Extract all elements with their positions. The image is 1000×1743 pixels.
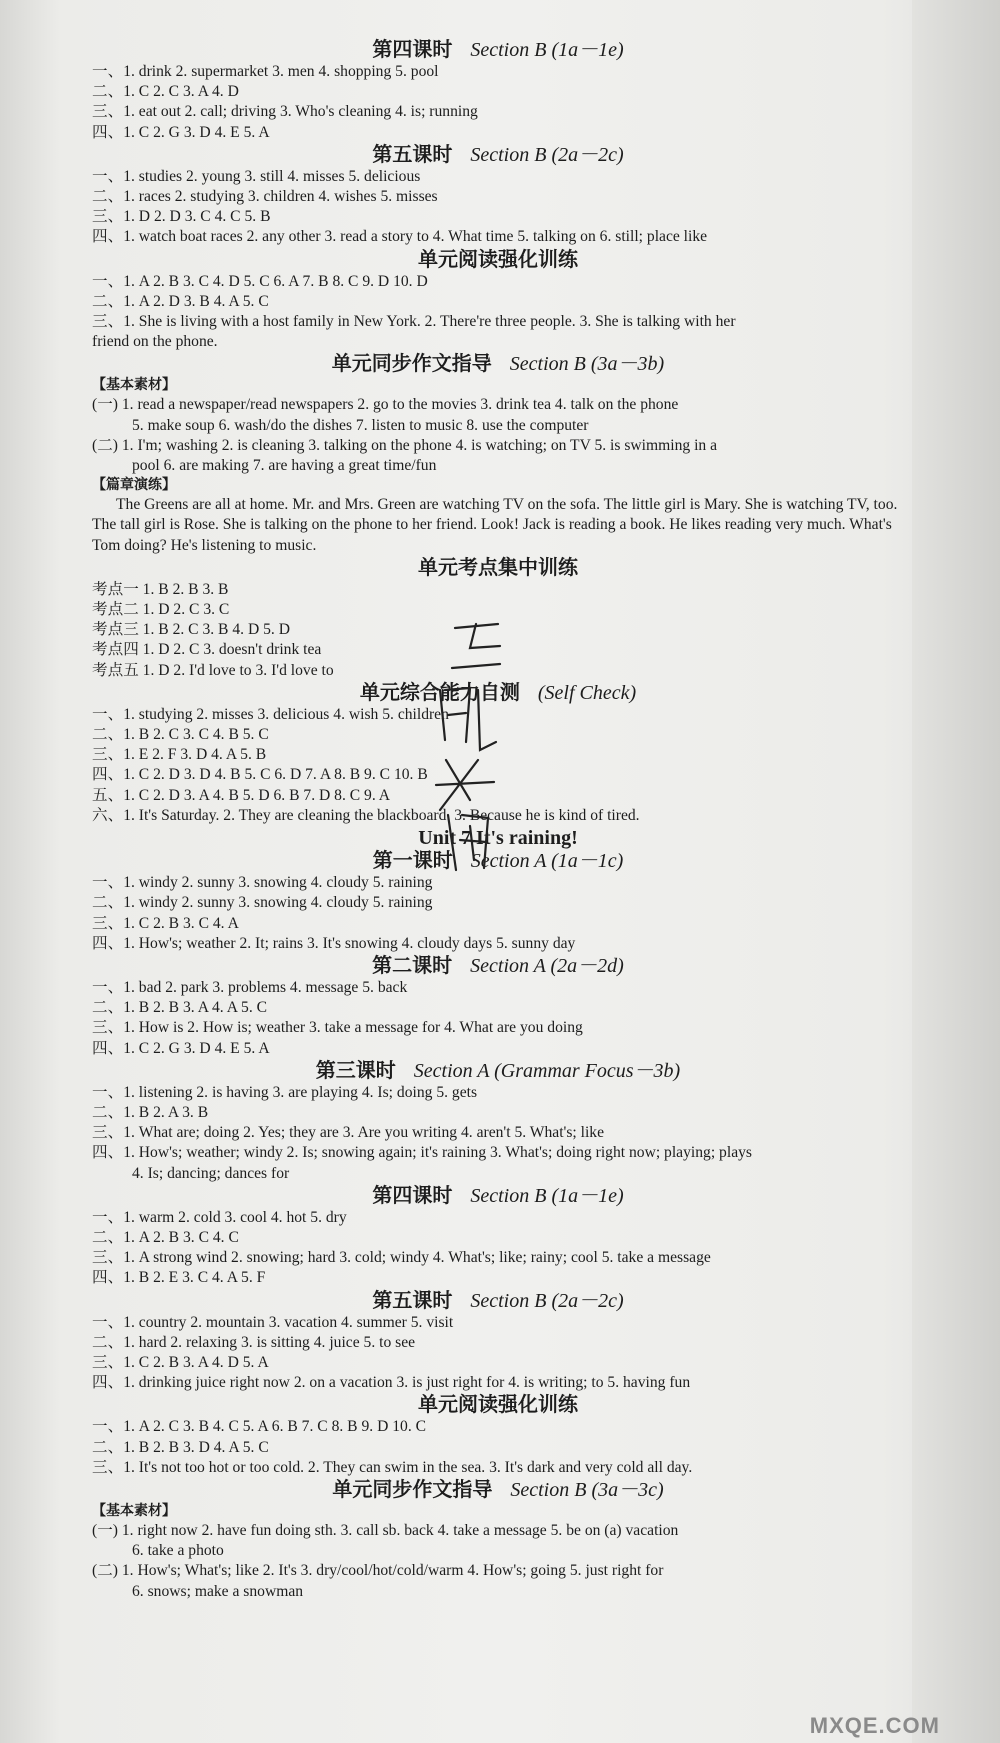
answer-line: 五、1. C 2. D 3. A 4. B 5. D 6. B 7. D 8. C 9. A (92, 786, 391, 804)
answer-line: 四、1. C 2. G 3. D 4. E 5. A (92, 1039, 270, 1057)
answer-line: 六、1. It's Saturday. 2. They are cleaning the blackboard. 3. Because he is kind of tired. (92, 806, 640, 824)
answer-line: 三、1. D 2. D 3. C 4. C 5. B (92, 208, 271, 226)
answer-line: 6. snows; make a snowman (132, 1582, 304, 1600)
material-tag: 【基本素材】 (92, 1503, 176, 1519)
answer-line: 四、1. How's; weather; windy 2. Is; snowing again; it's raining 3. What's; doing right now; playing; plays (92, 1144, 752, 1162)
answer-line: friend on the phone. (92, 333, 218, 351)
heading-subtitle: Section B (2a－2c) (470, 143, 624, 166)
answer-paragraph: The Greens are all at home. Mr. and Mrs. Green are watching TV on the sofa. The little girl is Mary. She is watching TV, too. The tall girl is Rose. She is talking on the phone to her friend. Look! Jack is reading a book. He likes reading very much. What's Tom doing? He's listening to music. (92, 496, 898, 554)
heading-title: 第一课时 (372, 850, 453, 873)
answer-line: 二、1. B 2. B 3. A 4. A 5. C (92, 999, 268, 1017)
heading-title: 第三课时 (315, 1059, 396, 1082)
heading-subtitle: (Self Check) (537, 681, 637, 704)
answer-line: 四、1. How's; weather 2. It; rains 3. It's snowing 4. cloudy days 5. sunny day (92, 934, 576, 952)
answer-line: (二) 1. How's; What's; like 2. It's 3. dry/cool/hot/cold/warm 4. How's; going 5. just right for (92, 1562, 664, 1580)
answer-line: 二、1. C 2. C 3. A 4. D (92, 83, 239, 101)
answer-line: 一、1. country 2. mountain 3. vacation 4. summer 5. visit (92, 1313, 454, 1331)
heading-subtitle: Section A (1a－1c) (470, 850, 624, 873)
answer-line: 一、1. studies 2. young 3. still 4. misses 5. delicious (92, 167, 421, 185)
heading-title: 第四课时 (372, 39, 453, 61)
answer-line: 考点五 1. D 2. I'd love to 3. I'd love to (92, 661, 334, 679)
answer-line: (一) 1. read a newspaper/read newspapers 2. go to the movies 3. drink tea 4. talk on the phone (92, 396, 679, 414)
answer-line: 三、1. It's not too hot or too cold. 2. They can swim in the sea. 3. It's dark and very cold all day. (92, 1458, 693, 1476)
answer-line: 四、1. C 2. G 3. D 4. E 5. A (92, 123, 270, 141)
answer-line: 四、1. B 2. E 3. C 4. A 5. F (92, 1269, 266, 1287)
heading-subtitle: Section A (2a－2d) (470, 954, 624, 977)
answer-line: 三、1. A strong wind 2. snowing; hard 3. cold; windy 4. What's; like; rainy; cool 5. take a message (92, 1249, 711, 1267)
answer-line: 三、1. C 2. B 3. C 4. A (92, 914, 239, 932)
heading-title: 第四课时 (372, 1184, 453, 1207)
heading-title: 单元综合能力自测 (359, 681, 520, 704)
answer-line: 四、1. C 2. D 3. D 4. B 5. C 6. D 7. A 8. B 9. C 10. B (92, 766, 428, 784)
answer-line: 四、1. drinking juice right now 2. on a vacation 3. is just right for 4. is writing; to 5. having fun (92, 1374, 691, 1392)
answer-line: 一、1. warm 2. cold 3. cool 4. hot 5. dry (92, 1208, 347, 1226)
answer-line: 二、1. windy 2. sunny 3. snowing 4. cloudy 5. raining (92, 894, 433, 912)
answer-line: 一、1. windy 2. sunny 3. snowing 4. cloudy 5. raining (92, 874, 433, 892)
heading-title: 单元同步作文指导 (331, 353, 492, 376)
answer-line: 一、1. A 2. C 3. B 4. C 5. A 6. B 7. C 8. B 9. D 10. C (92, 1418, 427, 1436)
answer-line: 二、1. B 2. A 3. B (92, 1103, 209, 1121)
heading-title: 第五课时 (372, 143, 453, 166)
heading-title: Unit 7 It's raining! (418, 827, 578, 850)
watermark: MXQE.COM (809, 1713, 940, 1738)
answer-line: 三、1. What are; doing 2. Yes; they are 3. Are you writing 4. aren't 5. What's; like (92, 1124, 605, 1142)
answer-line: 三、1. C 2. B 3. A 4. D 5. A (92, 1353, 269, 1371)
material-tag: 【篇章演练】 (92, 478, 176, 494)
answer-line: 二、1. A 2. B 3. C 4. C (92, 1228, 239, 1246)
heading-subtitle: Section B (3a－3c) (510, 1478, 664, 1501)
heading-subtitle: Section B (1a－1e) (470, 39, 624, 61)
answer-line: 三、1. She is living with a host family in New York. 2. There're three people. 3. She is talking with her (92, 313, 736, 331)
heading-title: 单元考点集中训练 (418, 556, 578, 579)
answer-line: 三、1. How is 2. How is; weather 3. take a message for 4. What are you doing (92, 1019, 583, 1037)
heading-subtitle: Section B (2a－2c) (470, 1289, 624, 1312)
answer-line: 考点一 1. B 2. B 3. B (92, 580, 229, 598)
heading-title: 单元阅读强化训练 (418, 248, 578, 271)
heading-subtitle: Section B (1a－1e) (470, 1184, 624, 1207)
answer-line: 二、1. hard 2. relaxing 3. is sitting 4. juice 5. to see (92, 1333, 416, 1351)
heading-subtitle: Section A (Grammar Focus－3b) (413, 1059, 681, 1082)
answer-line: 考点二 1. D 2. C 3. C (92, 601, 230, 619)
answer-line: 四、1. watch boat races 2. any other 3. read a story to 4. What time 5. talking on 6. still; place like (92, 228, 708, 246)
answer-line: 三、1. E 2. F 3. D 4. A 5. B (92, 746, 267, 764)
answer-line: 二、1. B 2. C 3. C 4. B 5. C (92, 726, 269, 744)
heading-title: 第二课时 (372, 954, 453, 977)
answer-line: 一、1. drink 2. supermarket 3. men 4. shopping 5. pool (92, 63, 439, 80)
answer-line: (二) 1. I'm; washing 2. is cleaning 3. talking on the phone 4. is watching; on TV 5. is swimming in a (92, 436, 718, 454)
answer-line: 一、1. studying 2. misses 3. delicious 4. wish 5. children (92, 705, 449, 723)
answer-line: pool 6. are making 7. are having a great time/fun (132, 457, 437, 475)
heading-subtitle: Section B (3a－3b) (509, 353, 665, 376)
answer-line: (一) 1. right now 2. have fun doing sth. 3. call sb. back 4. take a message 5. be on (a) vacation (92, 1521, 679, 1539)
answer-line: 一、1. listening 2. is having 3. are playing 4. Is; doing 5. gets (92, 1083, 478, 1101)
answer-line: 6. take a photo (132, 1542, 224, 1560)
answer-line: 考点三 1. B 2. C 3. B 4. D 5. D (92, 621, 290, 639)
answer-line: 5. make soup 6. wash/do the dishes 7. listen to music 8. use the computer (132, 416, 589, 434)
answer-line: 二、1. B 2. B 3. D 4. A 5. C (92, 1438, 269, 1456)
answer-line: 一、1. bad 2. park 3. problems 4. message 5. back (92, 978, 408, 996)
answer-line: 考点四 1. D 2. C 3. doesn't drink tea (92, 641, 322, 659)
answer-line: 三、1. eat out 2. call; driving 3. Who's cleaning 4. is; running (92, 103, 478, 121)
heading-title: 单元同步作文指导 (332, 1478, 493, 1501)
answer-line: 一、1. A 2. B 3. C 4. D 5. C 6. A 7. B 8. C 9. D 10. D (92, 272, 428, 290)
material-tag: 【基本素材】 (92, 378, 176, 394)
answer-line: 二、1. races 2. studying 3. children 4. wishes 5. misses (92, 188, 438, 206)
answer-line: 二、1. A 2. D 3. B 4. A 5. C (92, 292, 269, 310)
answer-line: 4. Is; dancing; dances for (132, 1164, 290, 1182)
heading-title: 第五课时 (372, 1289, 453, 1312)
heading-title: 单元阅读强化训练 (418, 1394, 578, 1417)
